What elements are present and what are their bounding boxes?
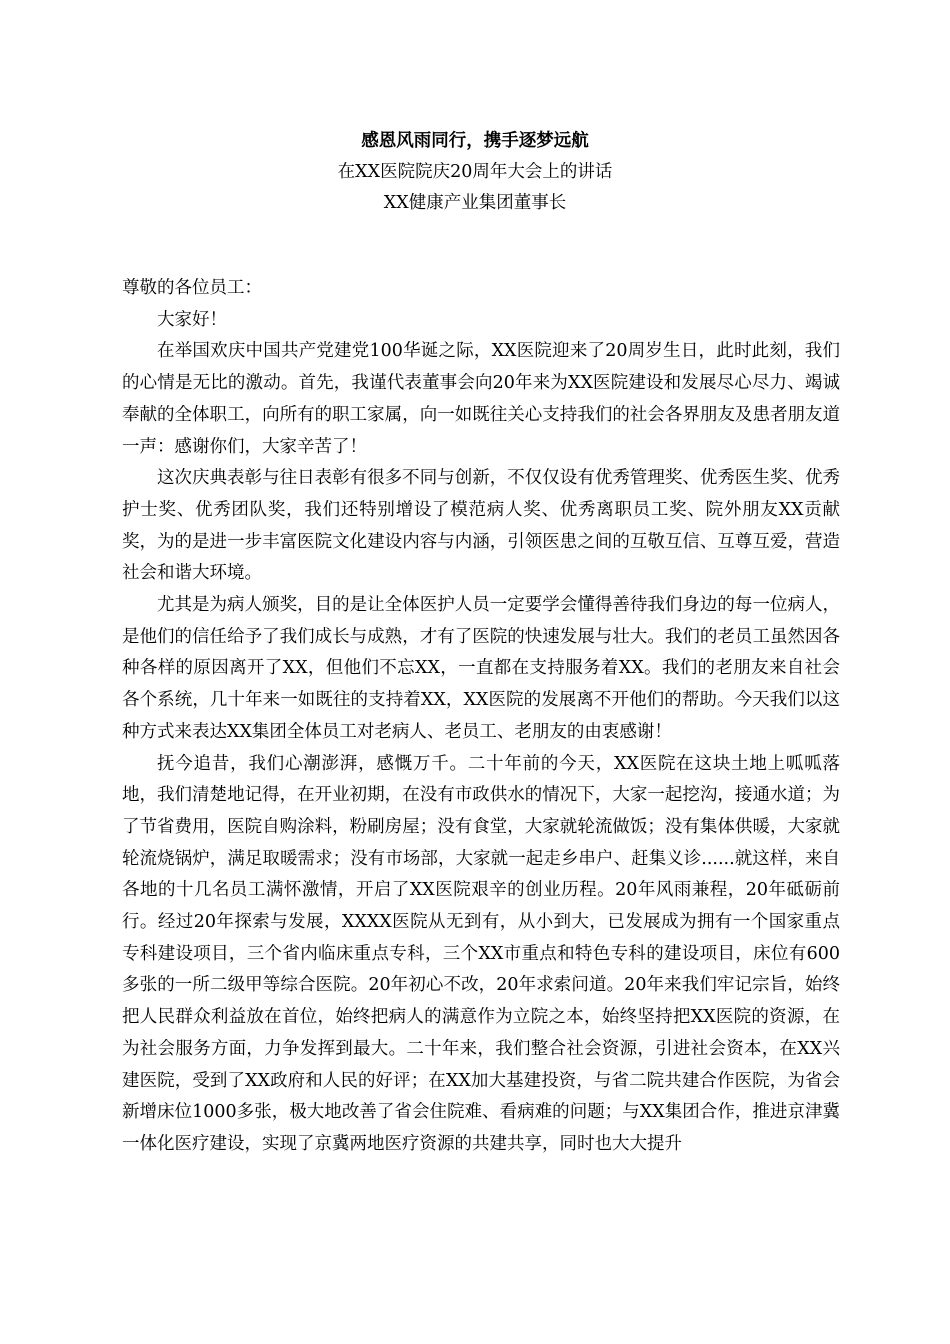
title-block [110,126,840,219]
document-subtitle: 在XX医院院庆20周年大会上的讲话 [337,162,613,182]
paragraph: 在举国欢庆中国共产党建党100华诞之际，XX医院迎来了20周岁生日，此时此刻，我们的心情是无比的激动。首先，我谨代表董事会向20年来为XX医院建设和发展尽心尽力、竭诚奉献的全体职工，向所有的职工家属，向一如既往关心支持我们的社会各界朋友及患者朋友道一声：感谢你们，大家辛苦了！ [122,341,840,457]
paragraph: 大家好！ [157,309,227,330]
document-title: 感恩风雨同行，携手逐梦远航 [361,131,589,151]
greeting: 尊敬的各位员工： [122,278,262,298]
paragraph: 这次庆典表彰与往日表彰有很多不同与创新，不仅仅设有优秀管理奖、优秀医生奖、优秀护士奖、优秀团队奖，我们还特别增设了模范病人奖、优秀离职员工奖、院外朋友XX贡献奖，为的是进一步丰富医院文化建设内容与内涵，引领医患之间的互敬互信、互尊互爱，营造社会和谐大环境。 [122,468,840,584]
paragraph: 抚今追昔，我们心潮澎湃，感慨万千。二十年前的今天，XX医院在这块土地上呱呱落地，我们清楚地记得，在开业初期，在没有市政供水的情况下，大家一起挖沟，接通水道；为了节省费用，医院自购涂料，粉刷房屋；没有食堂，大家就轮流做饭；没有集体供暖，大家就轮流烧锅炉，满足取暖需求；没有市场部，大家就一起走乡串户、赶集义诊......就这样，来自各地的十几名员工满怀激情，开启了XX医院艰辛的创业历程。20年风雨兼程，20年砥砺前行。经过20年探索与发展，XXXX医院从无到有，从小到大，已发展成为拥有一个国家重点专科建设项目，三个省内临床重点专科，三个XX市重点和特色专科的建设项目，床位有600多张的一所二级甲等综合医院。20年初心不改，20年求索问道。20年来我们牢记宗旨，始终把人民群众利益放在首位，始终把病人的满意作为立院之本，始终坚持把XX医院的资源，在为社会服务方面，力争发挥到最大。二十年来，我们整合社会资源，引进社会资本，在XX兴建医院，受到了XX政府和人民的好评；在XX加大基建投资，与省二院共建合作医院，为省会新增床位1000多张，极大地改善了省会住院难、看病难的问题；与XX集团合作，推进京津冀一体化医疗建设，实现了京冀两地医疗资源的共建共享，同时也大大提升 [122,753,840,1154]
speech-document [122,126,840,1161]
paragraph: 尤其是为病人颁奖，目的是让全体医护人员一定要学会懂得善待我们身边的每一位病人，是他们的信任给予了我们成长与成熟，才有了医院的快速发展与壮大。我们的老员工虽然因各种各样的原因离开了XX，但他们不忘XX，一直都在支持服务着XX。我们的老朋友来自社会各个系统，几十年来一如既往的支持着XX，XX医院的发展离不开他们的帮助。今天我们以这种方式来表达XX集团全体员工对老病人、老员工、老朋友的由衷感谢！ [122,595,840,742]
document-author: XX健康产业集团董事长 [383,193,567,213]
